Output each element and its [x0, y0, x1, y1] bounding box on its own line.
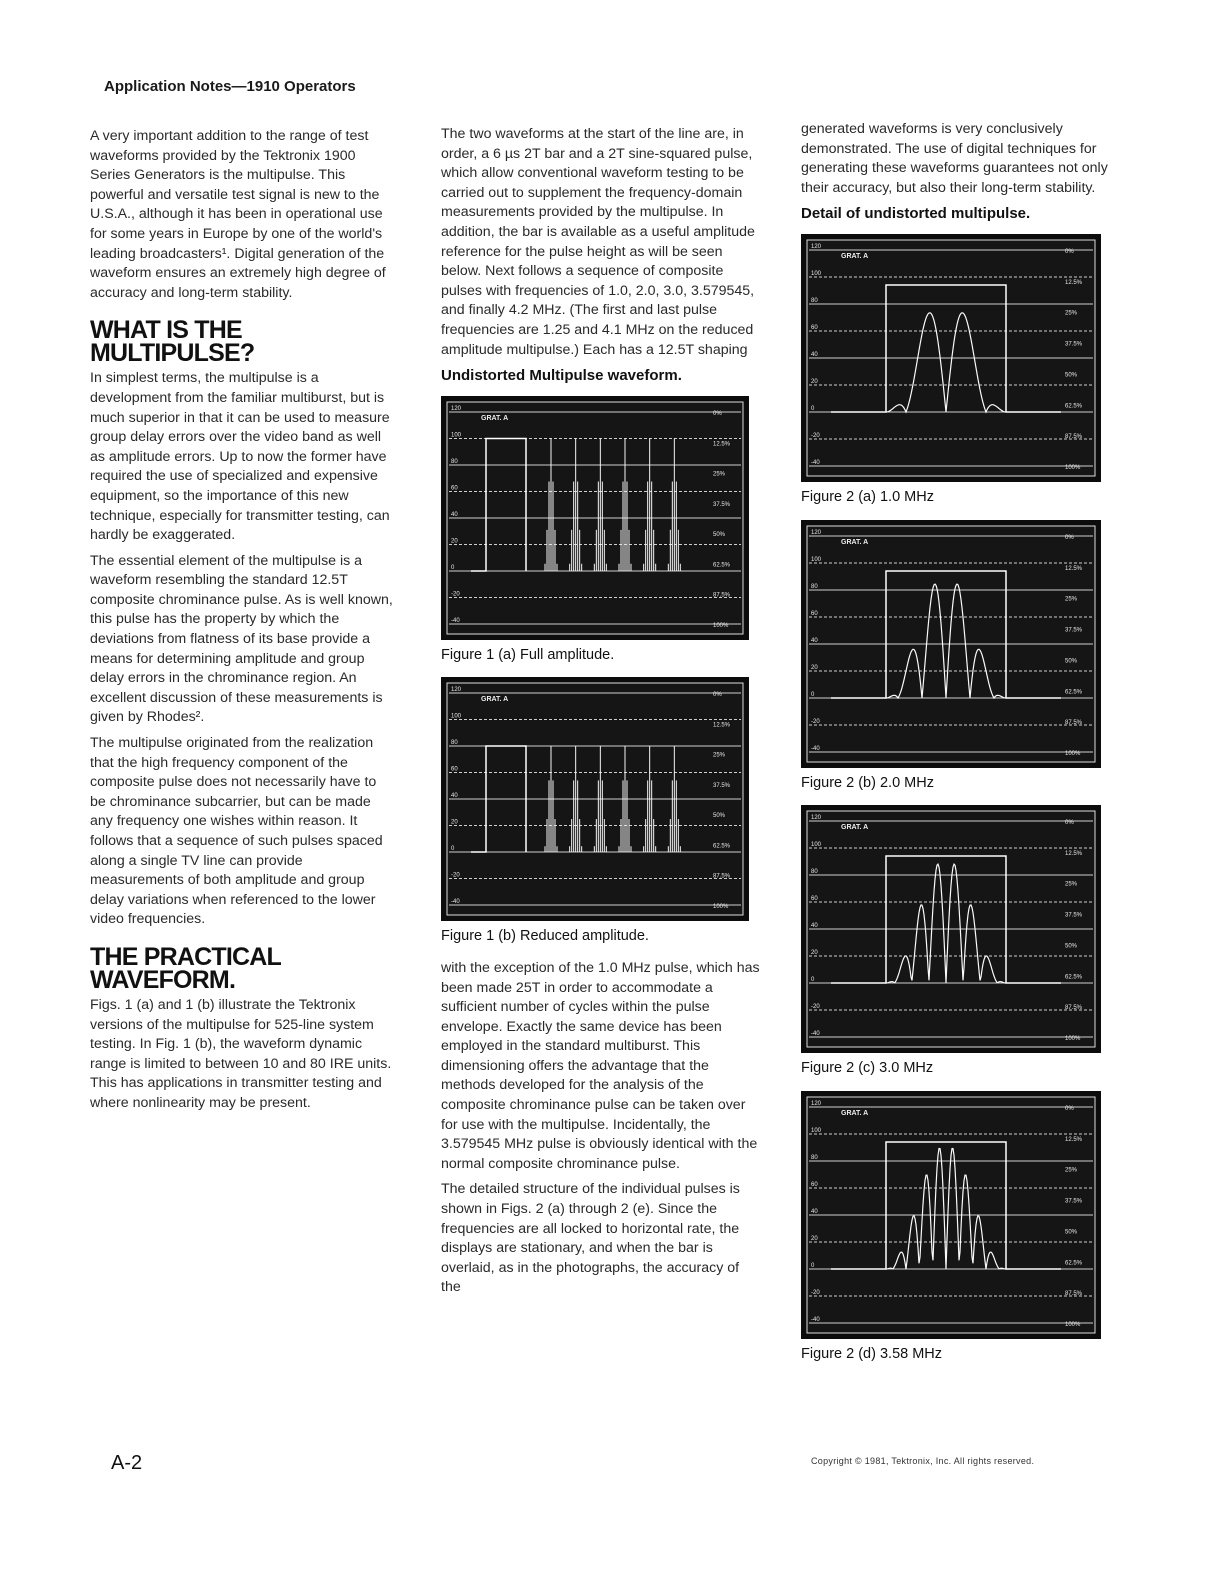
svg-text:GRAT. A: GRAT. A	[481, 414, 509, 422]
svg-text:25%: 25%	[1065, 1167, 1078, 1174]
svg-text:87.5%: 87.5%	[1065, 1005, 1083, 1012]
svg-text:12.5%: 12.5%	[1065, 851, 1083, 858]
svg-text:GRAT. A: GRAT. A	[841, 1109, 869, 1117]
figure-caption: Figure 2 (d) 3.58 MHz	[801, 1345, 943, 1362]
svg-text:20: 20	[451, 819, 458, 826]
svg-text:120: 120	[451, 405, 462, 412]
svg-text:87.5%: 87.5%	[1065, 434, 1083, 441]
svg-text:80: 80	[451, 740, 458, 747]
paragraph: The essential element of the multipulse is a waveform resembling the standard 12.5T composite chrominance pulse. As is well known, this pulse has the property by which the deviations from flatness of its base provide a means for determining amplitude and group delay errors in the chrominance region. An excellent discussion of these measurements is given by Rhodes².	[90, 552, 393, 726]
svg-text:40: 40	[811, 637, 818, 644]
svg-text:120: 120	[451, 687, 462, 694]
svg-text:100: 100	[811, 842, 822, 849]
svg-text:80: 80	[811, 297, 818, 304]
svg-text:-20: -20	[451, 591, 460, 598]
svg-text:GRAT. A: GRAT. A	[841, 824, 869, 832]
svg-text:12.5%: 12.5%	[1065, 1136, 1083, 1143]
svg-text:100%: 100%	[713, 622, 729, 629]
svg-text:62.5%: 62.5%	[1065, 1260, 1083, 1267]
svg-text:0: 0	[451, 564, 455, 571]
paragraph: The two waveforms at the start of the line are, in order, a 6 µs 2T bar and a 2T sine-squared pulse, which allow conventional waveform testing to be carried out to supplement the frequency-domain measurements provided by the multipulse. In addition, the bar is available as a useful amplitude reference for the pulse height as will be seen below. Next follows a sequence of composite pulses with frequencies of 1.0, 2.0, 3.0, 3.579545, and finally 4.2 MHz. (The first and last pulse frequencies are 1.25 and 4.1 MHz on the reduced amplitude multipulse.) Each has a 12.5T shaping	[441, 126, 755, 358]
svg-text:40: 40	[811, 923, 818, 930]
svg-text:25%: 25%	[713, 752, 726, 759]
svg-text:87.5%: 87.5%	[1065, 719, 1083, 726]
svg-text:GRAT. A: GRAT. A	[841, 538, 869, 546]
section-heading: WHAT IS THE MULTIPULSE?	[90, 316, 255, 368]
svg-text:0: 0	[811, 1262, 815, 1269]
figure-caption: Figure 2 (c) 3.0 MHz	[801, 1060, 934, 1077]
copyright-notice: Copyright © 1981, Tektronix, Inc. All rights reserved.	[811, 1456, 1035, 1466]
svg-text:62.5%: 62.5%	[713, 562, 731, 569]
svg-text:50%: 50%	[1065, 943, 1078, 950]
svg-text:62.5%: 62.5%	[1065, 974, 1083, 981]
figure-2b-scope-photo	[801, 520, 1101, 768]
svg-text:40: 40	[451, 793, 458, 800]
svg-text:37.5%: 37.5%	[713, 783, 731, 790]
svg-text:20: 20	[811, 950, 818, 957]
svg-text:87.5%: 87.5%	[1065, 1290, 1083, 1297]
svg-text:25%: 25%	[1065, 881, 1078, 888]
page-header: Application Notes—1910 Operators	[104, 78, 356, 95]
svg-text:GRAT. A: GRAT. A	[481, 696, 509, 704]
svg-text:87.5%: 87.5%	[713, 592, 731, 599]
svg-text:GRAT. A: GRAT. A	[841, 252, 869, 260]
svg-text:60: 60	[811, 896, 818, 903]
svg-text:-40: -40	[451, 899, 460, 906]
column-2	[441, 125, 761, 1304]
figure-caption: Figure 1 (a) Full amplitude.	[441, 646, 615, 663]
paragraph: generated waveforms is very conclusively demonstrated. The use of digital techniques for generating these waveforms guarantees not only their accuracy, but also their long-term stability.	[801, 121, 1108, 196]
svg-text:0%: 0%	[1065, 1105, 1074, 1112]
svg-text:0: 0	[811, 977, 815, 984]
svg-text:0: 0	[811, 691, 815, 698]
figure-1a-scope-photo	[441, 396, 749, 640]
svg-text:0%: 0%	[1065, 820, 1074, 827]
paragraph: The detailed structure of the individual pulses is shown in Figs. 2 (a) through 2 (e). Since the frequencies are all locked to horizontal rate, the displays are stationary, and when the bar is overlaid, as in the photographs, the accuracy of the	[441, 1181, 740, 1296]
svg-text:100%: 100%	[1065, 1036, 1081, 1043]
figure-caption: Figure 2 (b) 2.0 MHz	[801, 774, 934, 791]
svg-text:100%: 100%	[713, 904, 729, 911]
svg-text:80: 80	[451, 458, 458, 465]
column-1	[90, 127, 395, 1120]
svg-text:62.5%: 62.5%	[1065, 403, 1083, 410]
page-number: A-2	[111, 1452, 143, 1474]
svg-text:20: 20	[811, 378, 818, 385]
svg-text:50%: 50%	[1065, 1229, 1078, 1236]
svg-text:20: 20	[811, 1235, 818, 1242]
svg-text:100: 100	[451, 713, 462, 720]
paragraph: The multipulse originated from the realization that the high frequency component of the composite pulse does not necessarily have to be chrominance subcarrier, but can be made any frequency one wishes within reason. It follows that a sequence of such pulses spaced along a single TV line can provide measurements of both amplitude and group delay variations when referenced to the lower video frequencies.	[90, 735, 383, 928]
svg-text:37.5%: 37.5%	[1065, 341, 1083, 348]
svg-text:40: 40	[811, 351, 818, 358]
svg-text:120: 120	[811, 815, 822, 822]
svg-text:120: 120	[811, 1100, 822, 1107]
svg-text:-40: -40	[451, 617, 460, 624]
svg-text:80: 80	[811, 869, 818, 876]
svg-text:50%: 50%	[1065, 372, 1078, 379]
svg-text:0%: 0%	[1065, 248, 1074, 255]
svg-text:60: 60	[811, 324, 818, 331]
svg-text:25%: 25%	[1065, 596, 1078, 603]
figure-2a-scope-photo	[801, 234, 1101, 482]
svg-text:-20: -20	[811, 1289, 820, 1296]
svg-text:-40: -40	[811, 1031, 820, 1038]
svg-text:100: 100	[451, 432, 462, 439]
svg-text:60: 60	[811, 610, 818, 617]
svg-text:25%: 25%	[713, 471, 726, 478]
svg-text:50%: 50%	[713, 813, 726, 820]
svg-text:50%: 50%	[1065, 657, 1078, 664]
svg-text:100: 100	[811, 270, 822, 277]
svg-text:37.5%: 37.5%	[1065, 912, 1083, 919]
figure-2c-scope-photo	[801, 805, 1101, 1053]
svg-text:100: 100	[811, 1127, 822, 1134]
svg-text:100%: 100%	[1065, 750, 1081, 757]
svg-text:100: 100	[811, 556, 822, 563]
svg-text:100%: 100%	[1065, 464, 1081, 471]
svg-text:-20: -20	[811, 718, 820, 725]
svg-text:25%: 25%	[1065, 310, 1078, 317]
svg-text:12.5%: 12.5%	[713, 441, 731, 448]
paragraph: with the exception of the 1.0 MHz pulse, which has been made 25T in order to accommodate a sufficient number of cycles within the pulse envelope. Exactly the same device has been employed in the standard multiburst. This dimensioning offers the advantage that the methods developed for the analysis of the composite chrominance pulse can be taken over for use with the multipulse. Incidentally, the 3.579545 MHz pulse is obviously identical with the normal composite chrominance pulse.	[441, 959, 760, 1172]
svg-text:37.5%: 37.5%	[713, 501, 731, 508]
svg-text:80: 80	[811, 1154, 818, 1161]
svg-text:0: 0	[811, 405, 815, 412]
svg-text:20: 20	[811, 664, 818, 671]
svg-text:20: 20	[451, 538, 458, 545]
svg-text:0: 0	[451, 846, 455, 853]
svg-text:0%: 0%	[1065, 534, 1074, 541]
svg-text:37.5%: 37.5%	[1065, 1198, 1083, 1205]
section-heading: THE PRACTICAL WAVEFORM.	[90, 942, 281, 994]
svg-text:-40: -40	[811, 1316, 820, 1323]
svg-text:37.5%: 37.5%	[1065, 627, 1083, 634]
svg-text:-20: -20	[811, 432, 820, 439]
figure-1b-scope-photo	[441, 677, 749, 921]
svg-text:12.5%: 12.5%	[1065, 565, 1083, 572]
svg-text:-40: -40	[811, 459, 820, 466]
svg-text:-40: -40	[811, 745, 820, 752]
figure-caption: Figure 1 (b) Reduced amplitude.	[441, 928, 649, 945]
paragraph: A very important addition to the range of test waveforms provided by the Tektronix 1900 Series Generators is the multipulse. This powerful and versatile test signal is new to the U.S.A., although it has been in operational use for some years in Europe by one of the world's leading broadcasters¹. Digital generation of the waveform ensures an extremely high degree of accuracy and long-term stability.	[90, 128, 386, 301]
svg-text:120: 120	[811, 243, 822, 250]
svg-text:62.5%: 62.5%	[1065, 688, 1083, 695]
svg-text:87.5%: 87.5%	[713, 874, 731, 881]
svg-text:12.5%: 12.5%	[1065, 279, 1083, 286]
svg-text:50%: 50%	[713, 531, 726, 538]
svg-text:60: 60	[451, 485, 458, 492]
svg-text:0%: 0%	[713, 410, 722, 417]
column-3	[801, 120, 1111, 1376]
svg-text:12.5%: 12.5%	[713, 722, 731, 729]
figure-caption: Figure 2 (a) 1.0 MHz	[801, 488, 934, 505]
svg-text:-20: -20	[811, 1004, 820, 1011]
figure-heading: Undistorted Multipulse waveform.	[441, 367, 682, 385]
svg-text:120: 120	[811, 529, 822, 536]
svg-text:60: 60	[451, 766, 458, 773]
svg-text:60: 60	[811, 1181, 818, 1188]
svg-text:40: 40	[451, 511, 458, 518]
svg-text:-20: -20	[451, 872, 460, 879]
svg-text:40: 40	[811, 1208, 818, 1215]
paragraph: Figs. 1 (a) and 1 (b) illustrate the Tektronix versions of the multipulse for 525-line system testing. In Fig. 1 (b), the waveform dynamic range is limited to between 10 and 80 IRE units. This has applications in transmitter testing and where nonlinearity may be present.	[90, 996, 392, 1111]
svg-text:100%: 100%	[1065, 1321, 1081, 1328]
svg-text:62.5%: 62.5%	[713, 843, 731, 850]
figure-2d-scope-photo	[801, 1091, 1101, 1339]
svg-text:80: 80	[811, 583, 818, 590]
figure-heading: Detail of undistorted multipulse.	[801, 205, 1031, 223]
svg-text:0%: 0%	[713, 692, 722, 699]
paragraph: In simplest terms, the multipulse is a development from the familiar multiburst, but is much superior in that it can be used to measure group delay errors over the video band as well as amplitude errors. Up to now the former have required the use of specialized and expensive equipment, so the importance of this new technique, especially for transmitter testing, can hardly be exaggerated.	[90, 370, 390, 544]
